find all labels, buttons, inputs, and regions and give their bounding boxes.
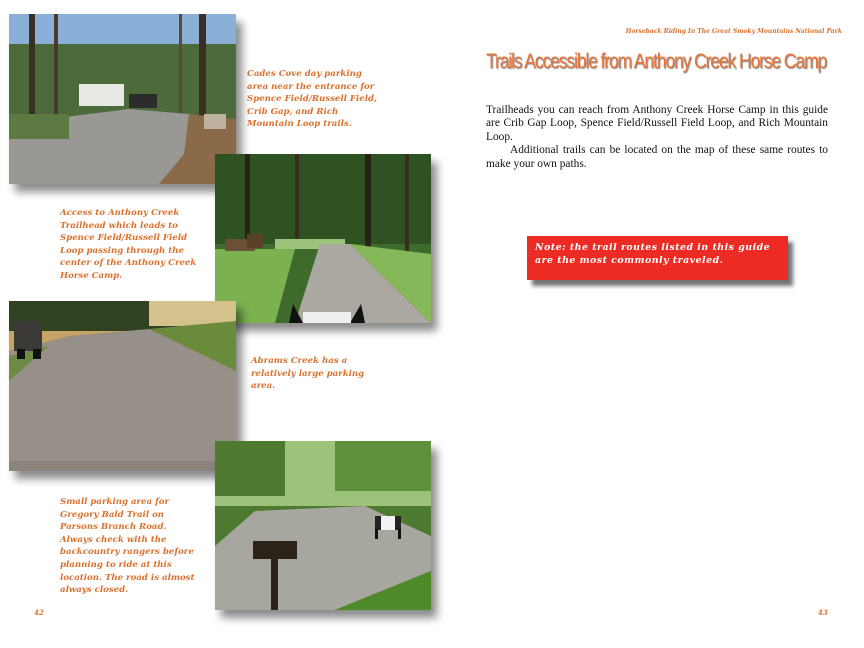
caption-anthony-creek: Access to Anthony Creek Trailhead which leads to Spence Field/Russell Field Loop passing through the center of the Anthony Creek Horse Camp.: [60, 208, 197, 281]
note-callout: [527, 236, 788, 280]
photo-cades-cove-parking: [9, 14, 236, 184]
body-text: [486, 104, 828, 171]
note-text: Note: the trail routes listed in this guide are the most commonly traveled.: [535, 242, 771, 266]
caption-abrams-creek: Abrams Creek has a relatively large parking area.: [251, 356, 365, 392]
paragraph-additional-trails: Additional trails can be located on the map of these same routes to make your own paths.: [486, 144, 828, 170]
caption-gregory-bald: Small parking area for Gregory Bald Trail on Parsons Branch Road. Always check with the backcountry rangers before planning to ride at this location. The road is almost always closed.: [60, 497, 195, 596]
page-title: Trails Accessible from Anthony Creek Horse Camp: [486, 50, 827, 73]
photo-gregory-bald-parking: [215, 441, 431, 610]
photo-anthony-creek-trailhead: [215, 154, 431, 323]
running-head: Horseback Riding In The Great Smoky Mountains National Park: [625, 28, 842, 35]
page-number-left: 42: [34, 608, 44, 617]
photo-abrams-creek-parking: [9, 301, 236, 471]
caption-cades-cove: Cades Cove day parking area near the entrance for Spence Field/Russell Field, Crib Gap, and Rich Mountain Loop trails.: [247, 69, 378, 130]
paragraph-trailheads: Trailheads you can reach from Anthony Creek Horse Camp in this guide are Crib Gap Loop, Spence Field/Russell Field Loop, and Rich Mountain Loop.: [486, 104, 828, 143]
page-number-right: 43: [818, 608, 828, 617]
